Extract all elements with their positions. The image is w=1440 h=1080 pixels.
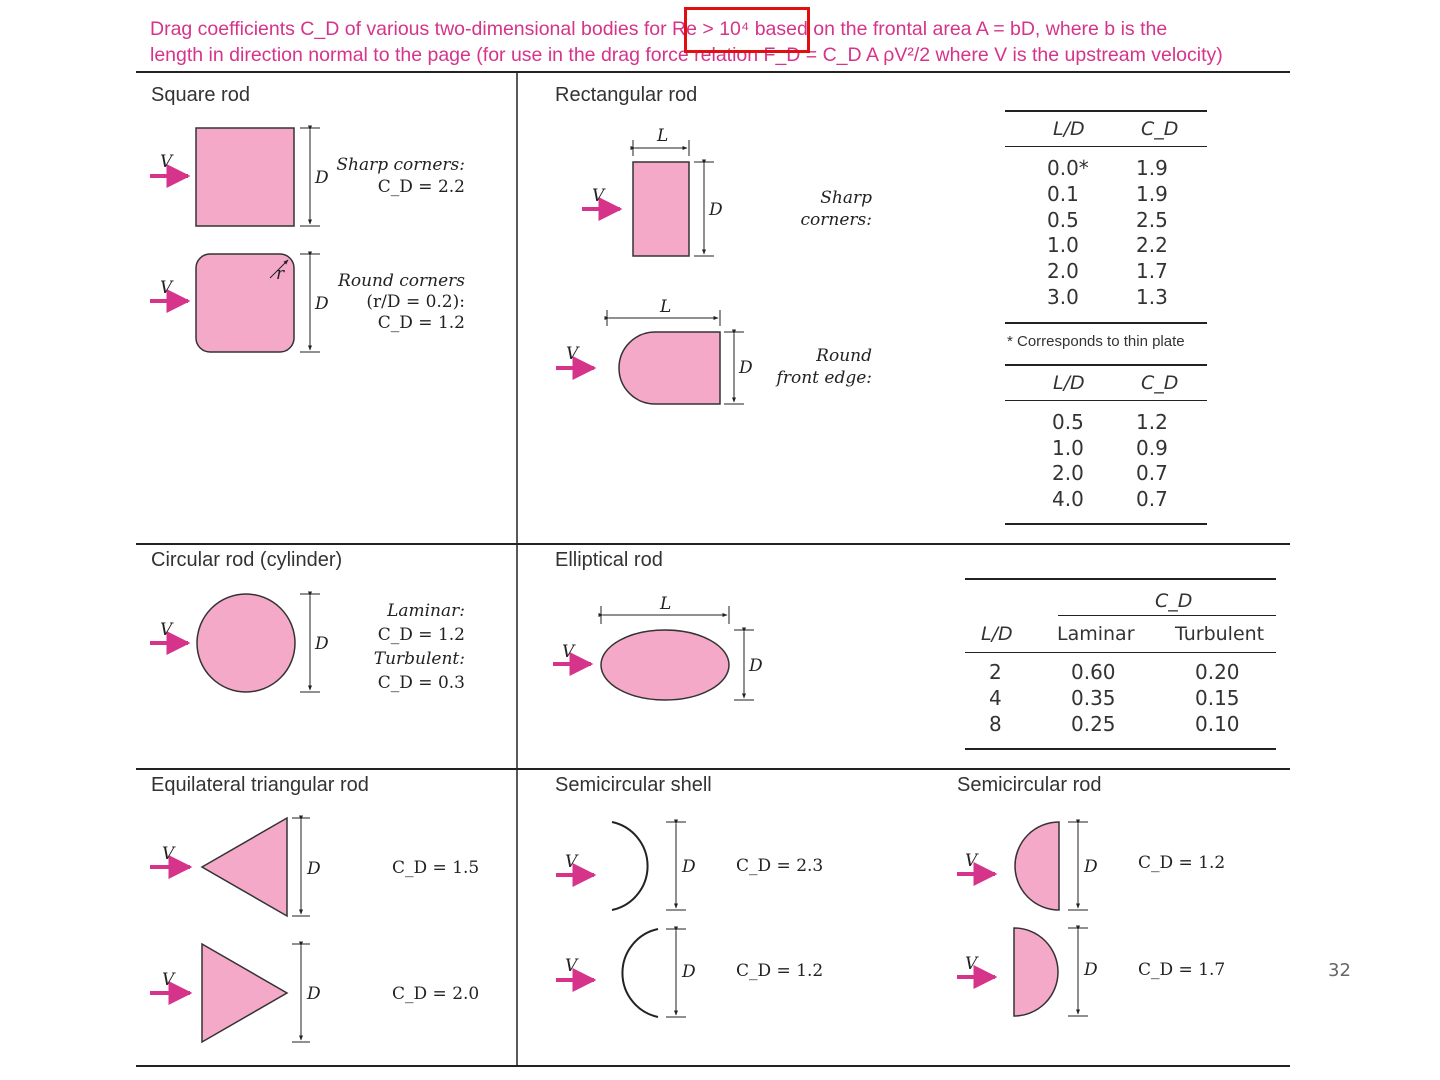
table1-cell: 0.5 bbox=[1047, 208, 1079, 232]
cylinder-shape bbox=[150, 594, 320, 692]
cylinder-turbulent-label: Turbulent: bbox=[373, 649, 465, 669]
table2-top-rule bbox=[1005, 364, 1207, 366]
ellipse-cell: 2 bbox=[989, 660, 1002, 684]
square-round-note bbox=[300, 271, 465, 334]
table2-cell: 1.2 bbox=[1136, 410, 1168, 434]
semirod-top-value: C_D = 1.2 bbox=[1138, 853, 1226, 873]
panel-title-square: Square rod bbox=[151, 84, 250, 106]
ellipse-cell: 0.25 bbox=[1071, 712, 1116, 736]
symbol-l: L bbox=[660, 297, 672, 317]
table2-header-cd: C_D bbox=[1141, 372, 1179, 394]
ellipse-header-ld: L/D bbox=[981, 623, 1013, 645]
table1-cell: 0.1 bbox=[1047, 182, 1079, 206]
ellipse-cell: 0.35 bbox=[1071, 686, 1116, 710]
table1-cell: 1.9 bbox=[1136, 182, 1168, 206]
rect-sharp-note bbox=[760, 187, 872, 231]
symbol-d: D bbox=[1084, 857, 1098, 877]
symbol-r: r bbox=[276, 264, 285, 284]
table2-cell: 4.0 bbox=[1052, 487, 1084, 511]
cylinder-note bbox=[300, 599, 465, 695]
symbol-d: D bbox=[307, 984, 321, 1004]
table1-cell: 1.9 bbox=[1136, 156, 1168, 180]
symbol-v: V bbox=[160, 152, 173, 172]
semirod-bottom-value: C_D = 1.7 bbox=[1138, 960, 1226, 980]
table1-cell: 1.0 bbox=[1047, 233, 1079, 257]
symbol-v: V bbox=[965, 954, 978, 974]
symbol-d: D bbox=[749, 656, 763, 676]
panel-title-ellipse: Elliptical rod bbox=[555, 549, 663, 571]
panel-title-triangle: Equilateral triangular rod bbox=[151, 774, 369, 796]
slide-number: 32 bbox=[1328, 960, 1351, 981]
ellipse-table-bottom-rule bbox=[965, 748, 1276, 750]
symbol-d: D bbox=[315, 168, 329, 188]
ellipse-group-header: C_D bbox=[1155, 590, 1193, 612]
table1-cell: 2.0 bbox=[1047, 259, 1079, 283]
symbol-d: D bbox=[709, 200, 723, 220]
square-sharp-note bbox=[300, 154, 465, 198]
triangle-top-shape bbox=[150, 818, 310, 916]
triangle-top-value: C_D = 1.5 bbox=[392, 858, 480, 878]
table1-cell: 1.3 bbox=[1136, 285, 1168, 309]
table1-bottom-rule bbox=[1005, 322, 1207, 324]
ellipse-header-laminar: Laminar bbox=[1057, 623, 1135, 645]
table1-cell: 3.0 bbox=[1047, 285, 1079, 309]
symbol-d: D bbox=[307, 859, 321, 879]
table2-cell: 0.9 bbox=[1136, 436, 1168, 460]
rect-sharp-label-2: corners: bbox=[800, 210, 872, 230]
table2-header-ld: L/D bbox=[1053, 372, 1085, 394]
symbol-v: V bbox=[160, 620, 173, 640]
shell-bottom-value: C_D = 1.2 bbox=[736, 961, 824, 981]
rect-round-label-1: Round bbox=[816, 346, 872, 366]
ellipse-cell: 4 bbox=[989, 686, 1002, 710]
caption-line-1: Drag coefficients C_D of various two-dimensional bodies for Re > 10⁴ based on the frontal area A = bD, where b is the bbox=[150, 18, 1168, 40]
square-sharp-shape bbox=[150, 128, 320, 226]
panel-title-shell: Semicircular shell bbox=[555, 774, 712, 796]
table1-cell: 1.7 bbox=[1136, 259, 1168, 283]
table1-header-ld: L/D bbox=[1053, 118, 1085, 140]
table2-cell: 0.7 bbox=[1136, 487, 1168, 511]
ellipse-cell: 8 bbox=[989, 712, 1002, 736]
ellipse-head-rule bbox=[965, 652, 1276, 653]
square-sharp-label: Sharp corners: bbox=[336, 155, 465, 175]
ellipse-cell: 0.60 bbox=[1071, 660, 1116, 684]
table2-bottom-rule bbox=[1005, 523, 1207, 525]
ellipse-group-rule bbox=[1058, 615, 1276, 616]
ellipse-cell: 0.15 bbox=[1195, 686, 1240, 710]
caption-line-2: length in direction normal to the page (for use in the drag force relation F_D = C_D A ρV²/2 where V is the upstream velocity) bbox=[150, 44, 1223, 66]
ellipse-shape bbox=[553, 606, 754, 700]
table2-head-rule bbox=[1005, 400, 1207, 401]
symbol-d: D bbox=[739, 358, 753, 378]
ellipse-table-top-rule bbox=[965, 578, 1276, 580]
symbol-v: V bbox=[566, 344, 579, 364]
table1-cell: 2.2 bbox=[1136, 233, 1168, 257]
symbol-v: V bbox=[965, 851, 978, 871]
table1-header-cd: C_D bbox=[1141, 118, 1179, 140]
table2-cell: 0.5 bbox=[1052, 410, 1084, 434]
ellipse-cell: 0.20 bbox=[1195, 660, 1240, 684]
panel-title-circle: Circular rod (cylinder) bbox=[151, 549, 343, 571]
cylinder-laminar-label: Laminar: bbox=[387, 601, 465, 621]
ellipse-header-turbulent: Turbulent bbox=[1175, 623, 1265, 645]
symbol-l: L bbox=[657, 126, 669, 146]
table2-cell: 0.7 bbox=[1136, 461, 1168, 485]
symbol-d: D bbox=[682, 857, 696, 877]
rect-round-shape bbox=[556, 310, 744, 404]
symbol-v: V bbox=[160, 278, 173, 298]
square-round-value: C_D = 1.2 bbox=[377, 313, 465, 333]
table1-top-rule bbox=[1005, 110, 1207, 112]
symbol-v: V bbox=[562, 642, 575, 662]
symbol-v: V bbox=[162, 844, 175, 864]
symbol-l: L bbox=[660, 594, 672, 614]
symbol-v: V bbox=[565, 852, 578, 872]
symbol-v: V bbox=[162, 970, 175, 990]
rect-round-note bbox=[760, 345, 872, 389]
triangle-bottom-shape bbox=[150, 944, 310, 1042]
symbol-d: D bbox=[315, 634, 329, 654]
panel-title-rect: Rectangular rod bbox=[555, 84, 698, 106]
rect-round-label-2: front edge: bbox=[776, 368, 872, 388]
table1-cell: 2.5 bbox=[1136, 208, 1168, 232]
panel-title-semirod: Semicircular rod bbox=[957, 774, 1102, 796]
cylinder-turbulent-value: C_D = 0.3 bbox=[377, 673, 465, 693]
table2-cell: 2.0 bbox=[1052, 461, 1084, 485]
table1-head-rule bbox=[1005, 146, 1207, 147]
rect-sharp-label-1: Sharp bbox=[820, 188, 872, 208]
square-round-label: Round corners bbox=[338, 271, 465, 291]
symbol-d: D bbox=[682, 962, 696, 982]
triangle-bottom-value: C_D = 2.0 bbox=[392, 984, 480, 1004]
shell-top-value: C_D = 2.3 bbox=[736, 856, 824, 876]
square-round-sub: (r/D = 0.2): bbox=[366, 292, 465, 312]
square-round-shape bbox=[150, 254, 320, 352]
thin-plate-note: * Corresponds to thin plate bbox=[1007, 333, 1185, 350]
square-sharp-value: C_D = 2.2 bbox=[377, 177, 465, 197]
symbol-v: V bbox=[565, 956, 578, 976]
symbol-d: D bbox=[315, 294, 329, 314]
symbol-v: V bbox=[592, 186, 605, 206]
table2-cell: 1.0 bbox=[1052, 436, 1084, 460]
symbol-d: D bbox=[1084, 960, 1098, 980]
ellipse-cell: 0.10 bbox=[1195, 712, 1240, 736]
cylinder-laminar-value: C_D = 1.2 bbox=[377, 625, 465, 645]
table1-cell: 0.0* bbox=[1047, 156, 1089, 180]
